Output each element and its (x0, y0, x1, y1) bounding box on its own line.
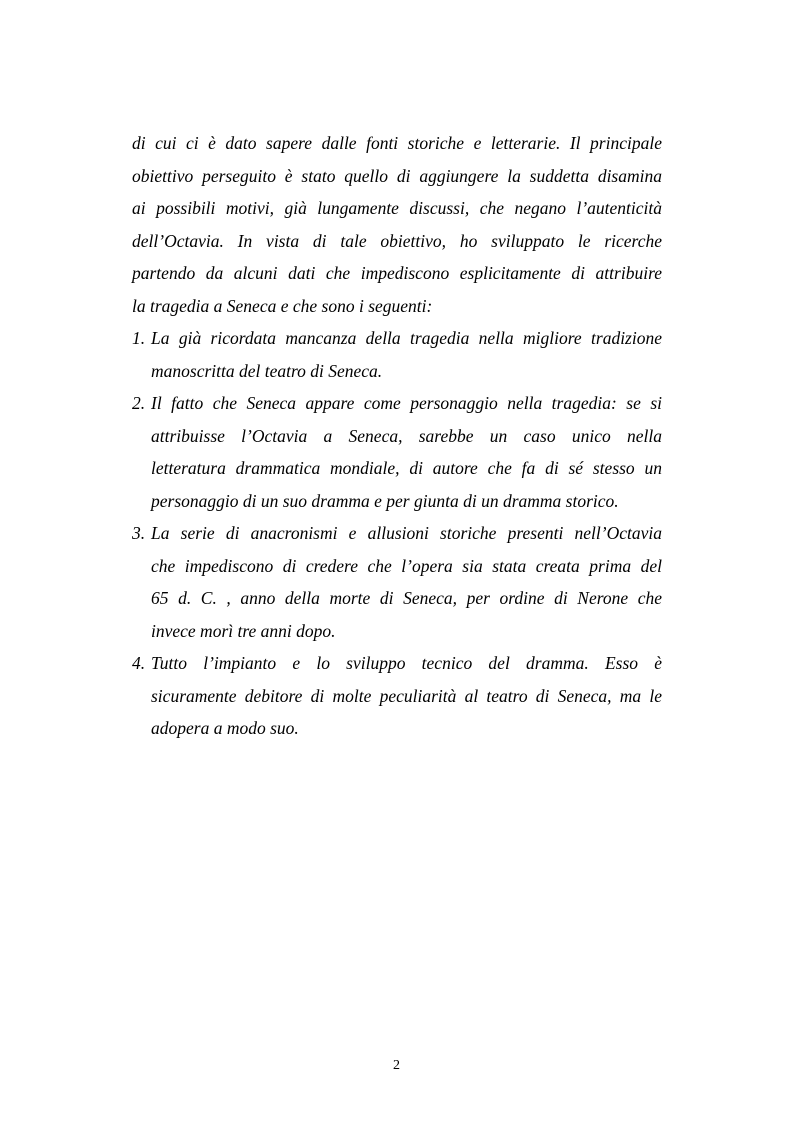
list-item (132, 322, 662, 387)
text-line: partendo da alcuni dati che impediscono esplicitamente di attribuire (132, 263, 662, 283)
text-line: 65 d. C. , anno della morte di Seneca, per ordine di Nerone che (151, 588, 662, 608)
list-item (132, 517, 662, 647)
list-item (132, 387, 662, 517)
list-item-number: 3. (132, 523, 146, 543)
text-line: letteratura drammatica mondiale, di autore che fa di sé stesso un (151, 458, 662, 478)
text-line: sicuramente debitore di molte peculiarità al teatro di Seneca, ma le (151, 685, 662, 706)
text-line: di cui ci è dato sapere dalle fonti storiche e letterarie. Il principale (132, 133, 662, 153)
list-item-number: 2. (132, 393, 146, 413)
list-item-number: 1. (132, 328, 146, 348)
text-line: Il fatto che Seneca appare come personaggio nella tragedia: se si (151, 393, 662, 413)
text-line: ai possibili motivi, già lungamente discussi, che negano l’autenticità (132, 198, 662, 218)
text-line: manoscritta del teatro di Seneca. (151, 360, 383, 381)
text-line: obiettivo perseguito è stato quello di aggiungere la suddetta disamina (132, 165, 662, 186)
text-line: personaggio di un suo dramma e per giunta di un dramma storico. (151, 490, 619, 511)
list-item-number: 4. (132, 653, 146, 673)
text-line: La serie di anacronismi e allusioni storiche presenti nell’Octavia (151, 523, 662, 543)
text-line: La già ricordata mancanza della tragedia nella migliore tradizione (151, 328, 662, 348)
list-item (132, 647, 662, 745)
text-line: invece morì tre anni dopo. (151, 620, 336, 641)
text-line: dell’Octavia. In vista di tale obiettivo, ho sviluppato le ricerche (132, 230, 662, 251)
text-line: che impediscono di credere che l’opera sia stata creata prima del (151, 555, 662, 576)
text-line: la tragedia a Seneca e che sono i seguenti: (132, 295, 433, 316)
page-number: 2 (393, 1058, 400, 1073)
text-line: attribuisse l’Octavia a Seneca, sarebbe un caso unico nella (151, 425, 662, 446)
reasons-list (132, 322, 662, 745)
text-line: adopera a modo suo. (151, 718, 299, 738)
page-body (132, 127, 662, 745)
text-line: Tutto l’impianto e lo sviluppo tecnico del dramma. Esso è (151, 653, 662, 673)
intro-paragraph (132, 127, 662, 322)
